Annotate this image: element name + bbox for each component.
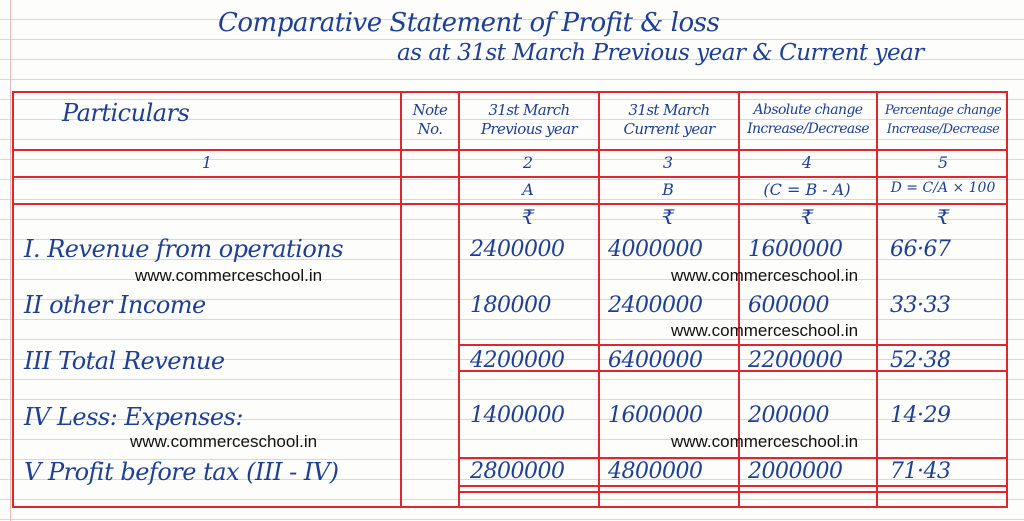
column-code: (C = B - A) (763, 180, 851, 199)
currency-symbol: ₹ (521, 205, 535, 229)
header-pct-line1: Percentage change (884, 103, 1002, 118)
row-pct-value: 52·38 (890, 348, 951, 373)
header-absolute-change (740, 101, 876, 139)
header-pct-line2: Increase/Decrease (886, 122, 1000, 137)
watermark-text: www.commerceschool.in (135, 266, 323, 285)
row-abs-value: 1600000 (748, 237, 843, 262)
column-number: 4 (801, 153, 813, 172)
column-code: B (662, 180, 674, 199)
header-curr-line2: Current year (623, 120, 715, 138)
col-divider (400, 93, 402, 506)
column-code: D = C/A × 100 (890, 180, 996, 196)
watermark-text: www.commerceschool.in (671, 432, 859, 451)
watermark-text: www.commerceschool.in (130, 432, 318, 451)
column-number: 1 (201, 153, 213, 172)
column-number: 3 (662, 153, 674, 172)
row-prev-value: 2800000 (470, 459, 565, 484)
header-particulars: Particulars (62, 99, 190, 127)
row-prev-value: 2400000 (470, 237, 565, 262)
row-curr-value: 1600000 (608, 403, 703, 428)
header-current-year (600, 101, 738, 139)
header-note-line1: Note (412, 101, 448, 119)
header-percentage-change (878, 101, 1008, 139)
row-pct-value: 33·33 (890, 293, 951, 318)
row-prev-value: 1400000 (470, 403, 565, 428)
column-number: 5 (937, 153, 949, 172)
row-abs-value: 2000000 (748, 459, 843, 484)
header-curr-line1: 31st March (628, 101, 710, 119)
header-abs-line2: Increase/Decrease (747, 121, 869, 137)
row-curr-value: 4000000 (608, 237, 703, 262)
row-prev-value: 180000 (470, 293, 551, 318)
currency-symbol: ₹ (936, 205, 950, 229)
row-label: III Total Revenue (24, 347, 225, 375)
row-pct-value: 14·29 (890, 403, 951, 428)
total-top-line (458, 344, 1006, 346)
currency-symbol: ₹ (661, 205, 675, 229)
row-label: IV Less: Expenses: (24, 403, 243, 431)
row-label: II other Income (24, 291, 206, 319)
row-pct-value: 66·67 (890, 237, 951, 262)
row-abs-value: 200000 (748, 403, 829, 428)
profit-bottom-line (458, 485, 1006, 487)
watermark-text: www.commerceschool.in (671, 266, 859, 285)
statement-title: Comparative Statement of Profit & loss (218, 8, 720, 38)
row-abs-value: 2200000 (748, 348, 843, 373)
row-curr-value: 6400000 (608, 348, 703, 373)
header-prev-line2: Previous year (480, 120, 578, 138)
row-prev-value: 4200000 (470, 348, 565, 373)
header-abs-line1: Absolute change (753, 102, 863, 118)
row-pct-value: 71·43 (890, 459, 951, 484)
row-label: I. Revenue from operations (24, 235, 344, 263)
header-note (402, 101, 458, 139)
statement-subtitle: as at 31st March Previous year & Current year (397, 40, 924, 66)
column-code: A (522, 180, 534, 199)
watermark-text: www.commerceschool.in (671, 321, 859, 340)
profit-double-line (458, 491, 1006, 493)
column-number: 2 (522, 153, 534, 172)
row-divider (14, 176, 1006, 178)
row-curr-value: 4800000 (608, 459, 703, 484)
row-label: V Profit before tax (III - IV) (24, 458, 339, 486)
header-note-line2: No. (417, 120, 443, 138)
currency-symbol: ₹ (800, 205, 814, 229)
row-divider (14, 149, 1006, 151)
header-prev-line1: 31st March (488, 101, 570, 119)
header-previous-year (460, 101, 598, 139)
row-curr-value: 2400000 (608, 293, 703, 318)
row-abs-value: 600000 (748, 293, 829, 318)
